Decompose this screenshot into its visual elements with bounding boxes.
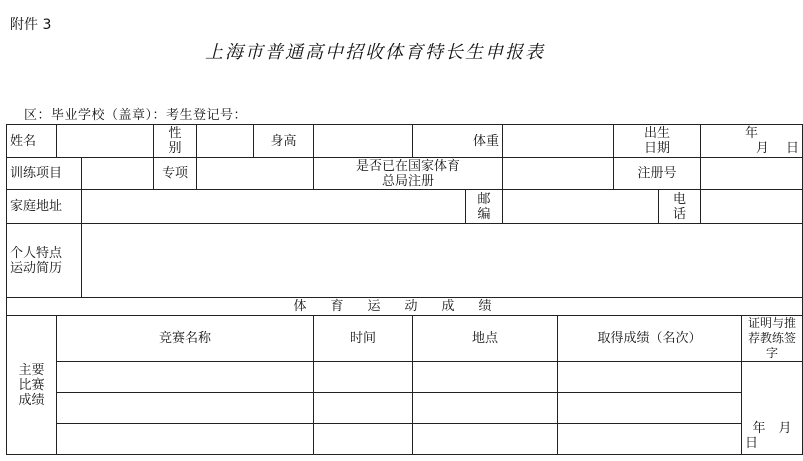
- result-place-field[interactable]: [413, 424, 558, 455]
- phone-field[interactable]: [701, 190, 803, 224]
- address-field[interactable]: [82, 190, 466, 224]
- competition-header: 竞赛名称: [57, 316, 314, 362]
- registered-label: 是否已在国家体育 总局注册: [314, 158, 503, 190]
- main-results-label: 主要 比赛 成绩: [7, 316, 57, 455]
- coach-signature-header: 证明与推 荐教练签 字: [742, 316, 803, 362]
- postcode-label: 邮 编: [466, 190, 503, 224]
- place-header: 地点: [413, 316, 558, 362]
- birthdate-label: 出生 日期: [614, 125, 701, 158]
- specialty-field[interactable]: [197, 158, 314, 190]
- application-form-table: [6, 124, 803, 455]
- profile-field[interactable]: [82, 224, 803, 298]
- result-rank-field[interactable]: [558, 393, 742, 424]
- result-competition-field[interactable]: [57, 424, 314, 455]
- section-title: 体育运动成绩: [7, 298, 803, 316]
- result-time-field[interactable]: [314, 362, 413, 393]
- profile-label: 个人特点 运动简历: [7, 224, 82, 298]
- result-competition-field[interactable]: [57, 393, 314, 424]
- name-label: 姓名: [7, 125, 57, 158]
- specialty-label: 专项: [154, 158, 197, 190]
- weight-label: 体重: [413, 125, 503, 158]
- form-title: 上海市普通高中招收体育特长生申报表: [205, 42, 545, 63]
- form-subtitle: 区：毕业学校（盖章）：考生登记号：: [24, 108, 248, 123]
- coach-signature-field[interactable]: 年 月 日: [742, 362, 803, 455]
- training-field[interactable]: [82, 158, 154, 190]
- attachment-label: 附件 3: [10, 17, 52, 33]
- result-competition-field[interactable]: [57, 362, 314, 393]
- weight-field[interactable]: [503, 125, 614, 158]
- address-label: 家庭地址: [7, 190, 82, 224]
- registered-field[interactable]: [503, 158, 614, 190]
- result-rank-field[interactable]: [558, 362, 742, 393]
- result-place-field[interactable]: [413, 362, 558, 393]
- gender-field[interactable]: [197, 125, 254, 158]
- training-label: 训练项目: [7, 158, 82, 190]
- name-field[interactable]: [57, 125, 154, 158]
- rank-header: 取得成绩（名次）: [558, 316, 742, 362]
- result-place-field[interactable]: [413, 393, 558, 424]
- result-time-field[interactable]: [314, 424, 413, 455]
- result-time-field[interactable]: [314, 393, 413, 424]
- postcode-field[interactable]: [503, 190, 659, 224]
- phone-label: 电 话: [659, 190, 701, 224]
- result-rank-field[interactable]: [558, 424, 742, 455]
- gender-label: 性 别: [154, 125, 197, 158]
- birthdate-field[interactable]: 年 月 日: [701, 125, 803, 158]
- time-header: 时间: [314, 316, 413, 362]
- reg-no-field[interactable]: [701, 158, 803, 190]
- reg-no-label: 注册号: [614, 158, 701, 190]
- height-field[interactable]: [314, 125, 413, 158]
- height-label: 身高: [254, 125, 314, 158]
